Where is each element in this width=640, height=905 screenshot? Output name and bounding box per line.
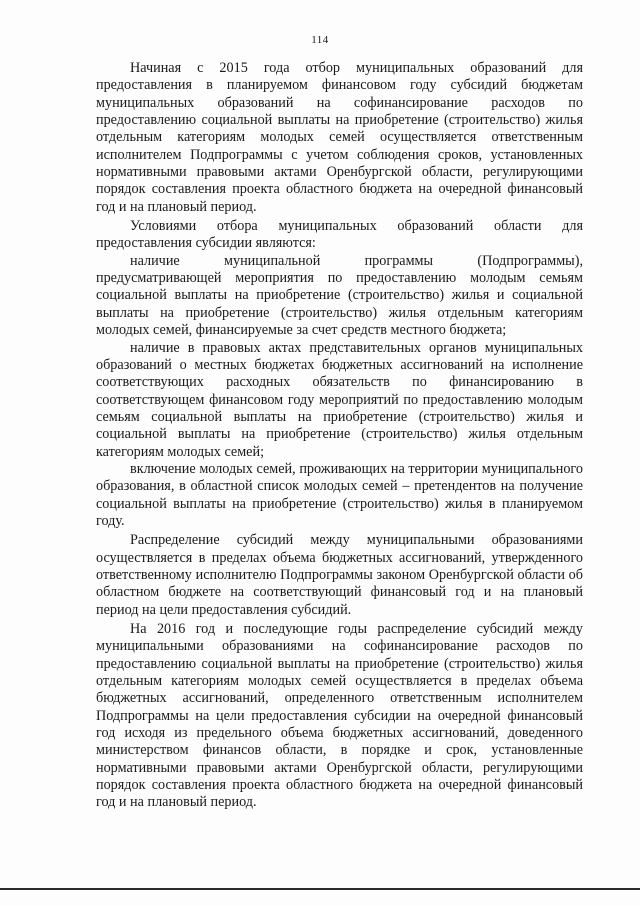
paragraph-selection-timing: Начиная с 2015 года отбор муниципальных образований для предоставления в планируемом финансовом году субсидий бюджетам муниципальных образований на софинансирование расходов по предоставлению социальной выплаты на приобретение (строительство) жилья отдельным категориям молодых семей осуществляется ответственным исполнителем Подпрограммы с учетом соблюдения сроков, установленных нормативными правовыми актами Оренбургской области, регулирующими порядок составления проекта областного бюджета на очередной финансовый год и на плановый период. [96, 60, 583, 215]
paragraph-condition-municipal-program: наличие муниципальной программы (Подпрограммы), предусматривающей мероприятия по предоставлению молодым семьям социальной выплаты на приобретение (строительство) жилья и социальной выплаты на приобретение (строительство) жилья отдельным категориям молодых семей, финансируемые за счет средств местного бюджета; [96, 252, 583, 339]
paragraph-distribution-2016: На 2016 год и последующие годы распределение субсидий между муниципальными образованиями на софинансирование расходов по предоставлению социальной выплаты на приобретение (строительство) жилья отдельным категориям молодых семей осуществляется в пределах объема бюджетных ассигнований, определенного ответственным исполнителем Подпрограммы на цели предоставления субсидии на очередной финансовый год исходя из предельного объема бюджетных ассигнований, доведенного министерством финансов области, в порядке и срок, установленные нормативными правовыми актами Оренбургской области, регулирующими порядок составления проекта областного бюджета на очередной финансовый год и на плановый период. [96, 621, 583, 811]
paragraph-condition-family-list: включение молодых семей, проживающих на территории муниципального образования, в областной список молодых семей – претендентов на получение социальной выплаты на приобретение (строительство) жилья в планируемом году. [96, 460, 583, 529]
document-body [96, 60, 583, 812]
paragraph-condition-budget-allocations: наличие в правовых актах представительных органов муниципальных образований о местных бюджетах бюджетных ассигнований на исполнение соответствующих расходных обязательств по финансированию в соответствующем финансовом году мероприятий по предоставлению молодым семьям социальной выплаты на приобретение (строительство) жилья и социальной выплаты на приобретение (строительство) жилья отдельным категориям молодых семей; [96, 339, 583, 460]
page-number: 114 [311, 34, 329, 46]
paragraph-selection-conditions: Условиями отбора муниципальных образований области для предоставления субсидии являются: [96, 218, 583, 252]
bottom-scan-border [0, 888, 640, 890]
paragraph-subsidy-distribution: Распределение субсидий между муниципальными образованиями осуществляется в пределах объема бюджетных ассигнований, утвержденного ответственному исполнителю Подпрограммы законом Оренбургской области об областном бюджете на соответствующий финансовый год и на плановый период на цели предоставления субсидий. [96, 532, 583, 618]
